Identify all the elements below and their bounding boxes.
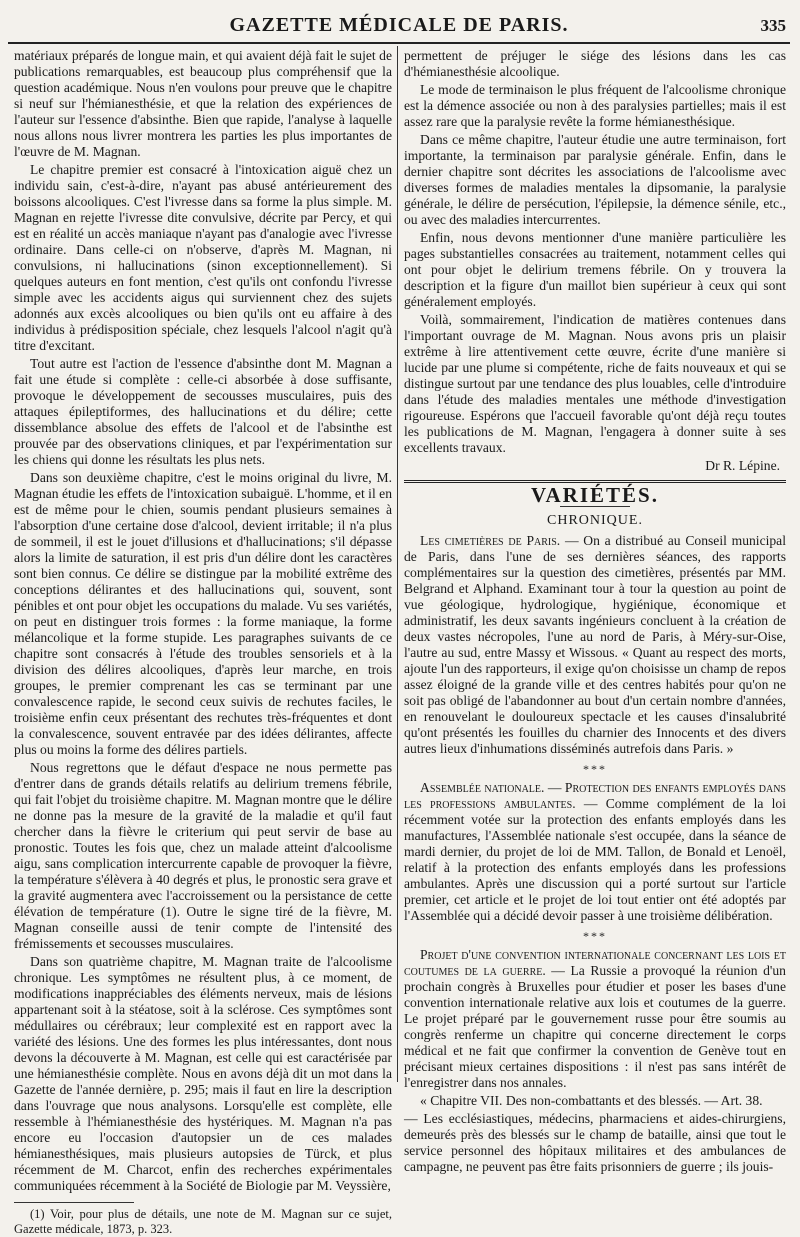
left-column <box>14 48 392 1236</box>
subsection-title: CHRONIQUE. <box>547 513 643 528</box>
news-text: — La Russie a provoqué la réunion d'un prochain congrès à Bruxelles pour étudier et poser les bases d'une convention internationale relative aux lois et coutumes de la guerre. Le projet préparé par le gouvernement russe pour être soumis au congrès renferme un chapitre qui concerne directement le corps médical et ne fait que confirmer la convention de Genève tout en précisant mieux certaines dispositions : il n'est pas sans intérêt de l'enregistrer dans nos annales. <box>404 963 786 1090</box>
article-paragraph: Dans ce même chapitre, l'auteur étudie une autre terminaison, fort importante, la terminaison par paralysie générale. Enfin, dans le dernier chapitre sont décrites les associations de l'alcoolisme avec diverses formes de maladies mentales la dipsomanie, la paralysie générale, le délire de persécution, l'épilepsie, la démence sénile, etc., ou avec des maladies intercurrentes. <box>404 132 786 227</box>
news-item <box>404 533 786 757</box>
article-paragraph: Enfin, nous devons mentionner d'une manière particulière les pages substantielles consacrées au traitement, notamment celles qui ont pour objet le delirium tremens fébrile. On y trouvera la description et la figure d'un maillot bien supérieur à ceux qui sont généralement employés. <box>404 230 786 309</box>
separator-stars: *** <box>583 929 607 943</box>
article-paragraph: Dans son quatrième chapitre, M. Magnan traite de l'alcoolisme chronique. Les symptômes ne résultent plus, à ce moment, de modifications inappréciables des éléments nerveux, mais de lésions appartenant soit à la stéatose, soit à la sclérose. Ces symptômes sont médullaires ou cérébraux; leur complexité est en rapport avec la variété des lésions. Une des formes les plus intéressantes, dont nous devons la découverte à M. Magnan, est celle qui est caractérisée par une hémianesthésie complète. Nous en avons déjà dit un mot dans la Gazette de l'année dernière, p. 295; mais il faut en lire la description dans l'ouvrage que nous analysons. Lorsqu'elle est complète, elle ressemble à l'hémianesthésie des hystériques. M. Magnan n'a pas encore eu l'occasion d'autopsier un de ces malades hémianesthésiques, mais plusieurs autopsies de Türck, et plus récemment de M. Charcot, enfin des recherches expérimentales communiquées récemment à la Société de Biologie par M. Veyssière, <box>14 954 392 1193</box>
footnote-rule <box>14 1202 134 1203</box>
chapter-text: — Les ecclésiastiques, médecins, pharmaciens et aides-chirurgiens, demeurés près des blessés sur le champ de bataille, ainsi que tout le service personnel des hôpitaux militaires et des ambulances de campagne, ne peuvent pas être faits prisonniers de guerre ; ils jouis- <box>404 1111 786 1174</box>
page-number: 335 <box>760 16 786 35</box>
author-signature: Dr R. Lépine. <box>705 458 780 473</box>
article-paragraph: Dans son deuxième chapitre, c'est le moins original du livre, M. Magnan étudie les effets de l'intoxication subaiguë. L'homme, et il en est de même pour le chien, soumis pendant plusieurs semaines à l'absorption d'une certaine dose d'alcool, devient irritable; il n'a plus de sommeil, il est le jouet d'illusions et d'hallucinations; s'il dépasse alors la limite de saturation, il est pris d'un délire dont les caractères sont bien connus. Ce délire se distingue par la mobilité extrême des conceptions délirantes et des hallucinations qui, souvent, sont pénibles et ont pour objet les occupations du malade. Vu ses variétés, on peut en distinguer trois formes : la forme maniaque, la forme mélancolique et la forme stupide. Les paragraphes suivants de ce chapitre sont consacrés à l'étude des troubles sensoriels et à la division des délires alcooliques, d'après leur marche, en trois groupes, le premier comprenant les cas se terminant par une convalescence rapide, le second ceux suivis de rechutes faciles, le troisième enfin ceux présentant des rechutes très-fréquentes et dont la convalescence, souvent entravée par des idées délirantes, affecte plus ou moins la forme des délires partiels. <box>14 470 392 757</box>
article-paragraph: Tout autre est l'action de l'essence d'absinthe dont M. Magnan a fait une étude si complète : celle-ci absorbée à dose suffisante, provoque le développement de secousses musculaires, puis des attaques épileptiformes, des hallucinations et du délire; cette dissemblance absolue des effets de l'alcool et de l'absinthe est prouvée par des observations cliniques, et par l'expérimentation sur les chiens qui donne les résultats les plus nets. <box>14 356 392 467</box>
section-title: VARIÉTÉS. <box>531 483 659 507</box>
article-paragraph: Voilà, sommairement, l'indication de matières contenues dans l'important ouvrage de M. Magnan. Nous avons pris un plaisir extrême à lire attentivement cette œuvre, écrite d'une manière si lucide par une plume si compétente, riche de faits nouveaux et qui se distingue surtout par une tendance des plus louables, celle d'introduire dans l'étude des maladies mentales une méthode d'investigation rigoureuse. Espérons que l'accueil favorable qu'ont déjà reçu toutes les publications de M. Magnan, l'engagera à donner suite à ses excellents travaux. <box>404 312 786 455</box>
article-paragraph: matériaux préparés de longue main, et qui avaient déjà fait le sujet de publications remarquables, est beaucoup plus compréhensif que la question académique. Nous n'en voulons pour preuve que le chapitre si neuf sur l'hémianesthésie, et que la relation des expériences de l'auteur sur l'essence d'absinthe. Bien que rapide, l'analyse à laquelle nous allons nous livrer montrera les parties les plus importantes de l'œuvre de M. Magnan. <box>14 48 392 159</box>
chapter-heading: « Chapitre VII. Des non-combattants et des blessés. — Art. 38. <box>420 1093 763 1108</box>
column-divider <box>397 46 398 1082</box>
news-text: — On a distribué au Conseil municipal de Paris, dans l'une de ses dernières séances, des rapports complémentaires sur la question des cimetières, présentés par MM. Belgrand et Alphand. Examinant tour à tour la question au point de vue géologique, hydrologique, hygiénique, économique et administratif, les deux savants ingénieurs concluent à la création de deux vastes nécropoles, l'une au nord de Paris, à Méry-sur-Oise, l'autre au sud, entre Massy et Wissous. « Quant au respect des morts, ajoute l'un des rapporteurs, il exige qu'on choisisse un champ de repos assez éloigné de la grande ville et des centres habités pour qu'on ne soit pas obligé de l'abandonner au bout d'un certain nombre d'années, en renouvelant le douloureux spectacle et les causes d'insalubrité qu'ont présentés les fouilles du charnier des Innocents et des divers autres lieux d'inhumations disséminés autrefois dans Paris. » <box>404 533 786 756</box>
article-paragraph: Nous regrettons que le défaut d'espace ne nous permette pas d'entrer dans de grands détails relatifs au delirium tremens fébrile, qui fait l'objet du troisième chapitre. M. Magnan montre que le délire ne donne pas la mesure de la gravité de la maladie et qu'il faut chercher dans la fièvre le criterium qui peut servir de base au pronostic. Toutes les fois que, chez un malade atteint d'alcoolisme aigu, sans complication intercurrente capable de provoquer la fièvre, la température s'élèvera à 40 degrés et plus, le pronostic sera grave et la gravité augmentera avec l'accroissement ou la persistance de cette élévation de température (1). Outre le signe tiré de la fièvre, M. Magnan conseille aussi de tenir compte de l'intensité des frémissements et secousses musculaires. <box>14 760 392 951</box>
news-heading: Assemblée nationale. — Protection des enfants employés dans les professions ambulantes. <box>404 780 786 811</box>
news-text: — Comme complément de la loi récemment votée sur la protection des enfants employés dans les manufactures, l'Assemblée nationale s'est occupée, dans la séance de mardi dernier, du projet de loi de MM. Tallon, de Bonald et Lenoël, relatif à la protection des enfants employés dans les professions ambulantes. Après une discussion qui a porté surtout sur l'article premier, cet article et le projet de loi tout entier ont été adoptés par l'Assemblée qui a décidé devoir passer à une troisième délibération. <box>404 796 787 923</box>
news-item <box>404 947 786 1091</box>
page-header <box>8 10 790 44</box>
separator-stars: *** <box>583 762 607 776</box>
news-heading: Les cimetières de Paris. <box>420 533 561 548</box>
article-paragraph: permettent de préjuger le siége des lésions dans les cas d'hémianesthésie alcoolique. <box>404 48 786 79</box>
footnote: (1) Voir, pour plus de détails, une note de M. Magnan sur ce sujet, Gazette médicale, 1873, p. 323. <box>14 1207 392 1236</box>
article-paragraph: Le mode de terminaison le plus fréquent de l'alcoolisme chronique est la démence associée ou non à des paralysies partielles; mais il est assez rare que la paralysie revête la forme hémianesthésique. <box>404 82 786 129</box>
journal-title: GAZETTE MÉDICALE DE PARIS. <box>229 14 569 36</box>
article-paragraph: Le chapitre premier est consacré à l'intoxication aiguë chez un individu sain, c'est-à-dire, n'ayant pas abusé antérieurement des boissons alcooliques. C'est l'ivresse dans sa forme la plus simple. M. Magnan en rejette l'ivresse dite convulsive, décrite par Percy, et qui est en réalité un accès maniaque n'ayant pas d'analogie avec l'ivresse ordinaire. Dans celle-ci on n'observe, d'après M. Magnan, ni convulsions, ni hallucinations (sinon exceptionnellement). Si quelques auteurs en font mention, c'est qu'ils ont confondu l'ivresse simple avec les accidents aigus qui surviennent chez des sujets adonnés aux excès alcooliques ou bien qu'ils ont eu affaire à des individus à prédisposition spéciale, chez lesquels l'alcool n'agit qu'à titre d'excitant. <box>14 162 392 353</box>
news-item <box>404 780 786 924</box>
news-heading: Projet d'une convention internationale concernant les lois et coutumes de la guerre. <box>404 947 786 978</box>
right-column <box>404 48 787 1174</box>
